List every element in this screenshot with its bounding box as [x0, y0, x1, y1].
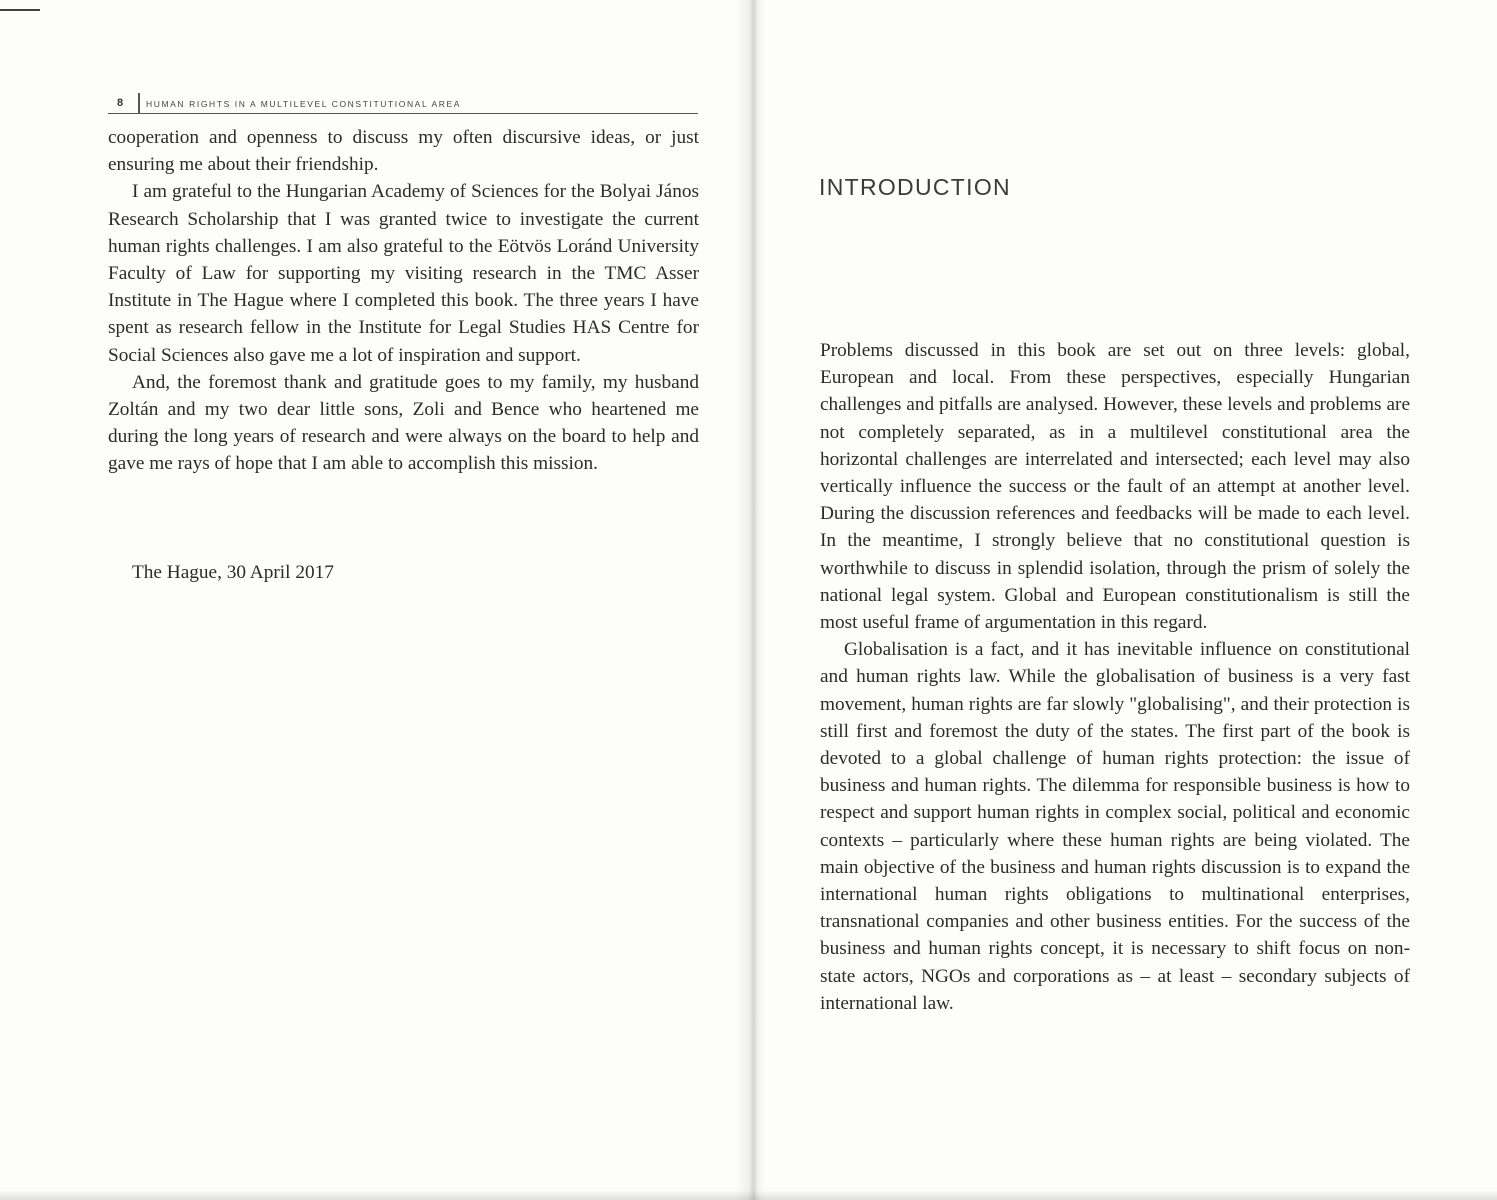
book-gutter: [735, 0, 765, 1200]
right-paragraph-2: Globalisation is a fact, and it has inevitable influence on constitutional and human rights law. While the globalisation of business is a very fast movement, human rights are far slowly "globalising", and their protection is still first and foremost the duty of the states. The first part of the book is devoted to a global challenge of human rights protection: the issue of business and human rights. The dilemma for responsible business is how to respect and support human rights in complex social, political and economic contexts – particularly where these human rights are being violated. The main objective of the business and human rights discussion is to expand the international human rights obligations to multinational enterprises, transnational companies and other business entities. For the success of the business and human rights concept, it is necessary to shift focus on non-state actors, NGOs and corporations as – at least – secondary subjects of international law.: [820, 639, 1410, 1014]
scan-corner-mark: [0, 9, 40, 11]
left-page-body: [108, 124, 699, 478]
left-paragraph-1: cooperation and openness to discuss my often discursive ideas, or just ensuring me about their friendship.: [108, 127, 699, 176]
left-paragraph-2: I am grateful to the Hungarian Academy of Sciences for the Bolyai János Research Scholarship that I was granted twice to investigate the current human rights challenges. I am also grateful to the Eötvös Loránd University Faculty of Law for supporting my visiting research in the TMC Asser Institute in The Hague where I completed this book. The three years I have spent as research fellow in the Institute for Legal Studies HAS Centre for Social Sciences also gave me a lot of inspiration and support.: [108, 181, 699, 366]
running-head: [108, 93, 698, 114]
page-number: 8: [117, 97, 124, 109]
page-bottom-edge: [0, 1190, 1497, 1200]
right-page-body: [820, 337, 1410, 1017]
left-paragraph-3: And, the foremost thank and gratitude goes to my family, my husband Zoltán and my two dear little sons, Zoli and Bence who heartened me during the long years of research and were always on the board to help and gave me rays of hope that I am able to accomplish this mission.: [108, 371, 699, 475]
signoff-place-date: The Hague, 30 April 2017: [132, 562, 334, 583]
chapter-title: INTRODUCTION: [819, 174, 1011, 200]
right-paragraph-1: Problems discussed in this book are set out on three levels: global, European and local. From these perspectives, especially Hungarian challenges and pitfalls are analysed. However, these levels and problems are not completely separated, as in a multilevel constitutional area the horizontal challenges are interrelated and intersected; each level may also vertically influence the success or the fault of an attempt at another level. During the discussion references and feedbacks will be made to each level. In the meantime, I strongly believe that no constitutional question is worthwhile to discuss in splendid isolation, through the prism of solely the national legal system. Global and European constitutionalism is still the most useful frame of argumentation in this regard.: [820, 340, 1410, 634]
running-head-divider: [138, 93, 140, 113]
running-head-title: HUMAN RIGHTS IN A MULTILEVEL CONSTITUTIONAL AREA: [146, 99, 461, 109]
